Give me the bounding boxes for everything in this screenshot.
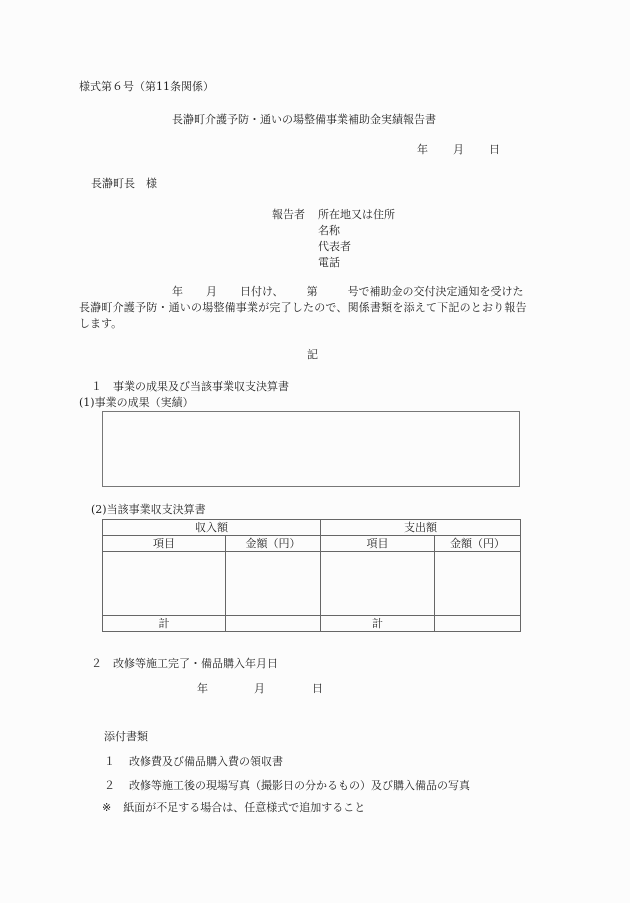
attachment-item: １ 改修費及び備品購入費の領収書 [104, 755, 283, 768]
body-line-2: 長瀞町介護予防・通いの場整備事業が完了したので、関係書類を添えて下記のとおり報告 [79, 301, 527, 314]
income-header: 収入額 [103, 520, 321, 536]
addressee: 長瀞町長 様 [91, 177, 157, 190]
section1-heading: １ 事業の成果及び当該事業収支決算書 [91, 380, 289, 393]
attachment-note: ※ 紙面が不足する場合は、任意様式で追加すること [102, 801, 366, 814]
income-item-cell[interactable] [103, 552, 226, 616]
attachments-heading: 添付書類 [104, 730, 148, 743]
expense-total-label: 計 [321, 616, 435, 632]
attachment-item: ２ 改修等施工後の現場写真（撮影日の分かるもの）及び購入備品の写真 [104, 779, 470, 792]
expense-header: 支出額 [321, 520, 521, 536]
expense-item-header: 項目 [321, 536, 435, 552]
income-total-label: 計 [103, 616, 226, 632]
report-date [417, 143, 500, 157]
expense-total-cell[interactable] [435, 616, 521, 632]
reporter-label: 報告者 [272, 208, 305, 221]
expense-amount-cell[interactable] [435, 552, 521, 616]
body-line-3: します。 [79, 317, 123, 330]
income-total-cell[interactable] [226, 616, 321, 632]
income-amount-header: 金額（円） [226, 536, 321, 552]
body-line-1: 年 月 日付け、 第 号で補助金の交付決定通知を受けた [172, 285, 524, 298]
reporter-representative-field: 代表者 [318, 240, 351, 253]
reporter-phone-field: 電話 [318, 256, 340, 269]
document-title: 長瀞町介護予防・通いの場整備事業補助金実績報告書 [172, 113, 436, 126]
expense-amount-header: 金額（円） [435, 536, 521, 552]
completion-date: 年 月 日 [197, 682, 323, 695]
income-expense-table [102, 519, 521, 632]
day-label: 日 [489, 143, 500, 156]
income-amount-cell[interactable] [226, 552, 321, 616]
year-label: 年 [417, 143, 428, 156]
results-text-box[interactable] [102, 411, 520, 487]
section1-sub2-heading: (2)当該事業収支決算書 [91, 503, 206, 516]
ki-heading: 記 [307, 348, 318, 361]
reporter-name-field: 名称 [318, 224, 340, 237]
income-item-header: 項目 [103, 536, 226, 552]
month-label: 月 [453, 143, 464, 156]
reporter-address-field: 所在地又は住所 [318, 208, 395, 221]
expense-item-cell[interactable] [321, 552, 435, 616]
section1-sub1-heading: (1)事業の成果（実績） [79, 396, 194, 409]
form-number: 様式第６号（第11条関係） [79, 80, 214, 93]
section2-heading: ２ 改修等施工完了・備品購入年月日 [91, 657, 278, 670]
